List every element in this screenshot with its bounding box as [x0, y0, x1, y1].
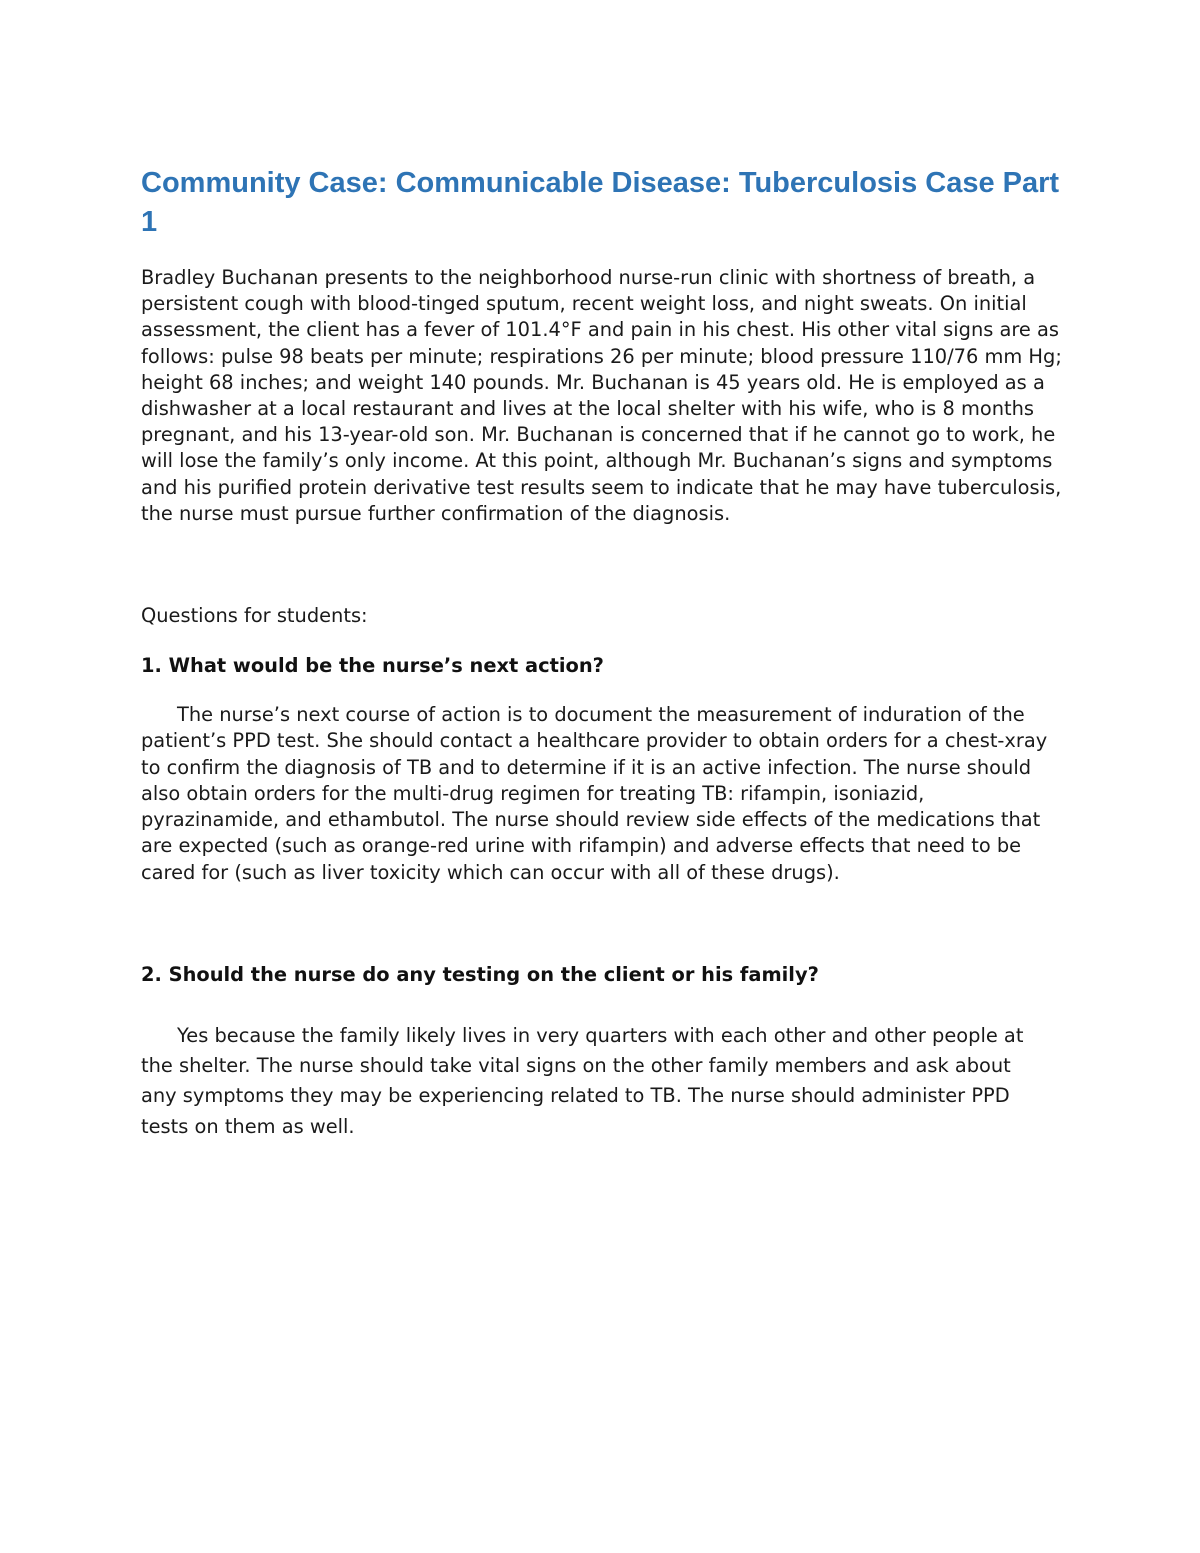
questions-label: Questions for students:	[141, 604, 368, 627]
question-1-number: 1.	[141, 654, 162, 677]
case-intro-paragraph: Bradley Buchanan presents to the neighborhood nurse-run clinic with shortness of breath, a persistent cough with blood-tinged sputum, recent weight loss, and night sweats. On initial assessment, the client has a fever of 101.4°F and pain in his chest. His other vital signs are as follows: pulse 98 beats per minute; respirations 26 per minute; blood pressure 110/76 mm Hg; height 68 inches; and weight 140 pounds. Mr. Buchanan is 45 years old. He is employed as a dishwasher at a local restaurant and lives at the local shelter with his wife, who is 8 months pregnant, and his 13-year-old son. Mr. Buchanan is concerned that if he cannot go to work, he will lose the family’s only income. At this point, although Mr. Buchanan’s signs and symptoms and his purified protein derivative test results seem to indicate that he may have tuberculosis, the nurse must pursue further confirmation of the diagnosis.	[141, 266, 1062, 525]
document-title: Community Case: Communicable Disease: Tuberculosis Case Part 1	[141, 167, 1060, 238]
question-2-number: 2.	[141, 963, 162, 986]
question-2	[141, 962, 1061, 988]
question-1	[141, 653, 1061, 679]
answer-1-paragraph: The nurse’s next course of action is to document the measurement of induration of the patient’s PPD test. She should contact a healthcare provider to obtain orders for a chest-xray to confirm the diagnosis of TB and to determine if it is an active infection. The nurse should also obtain orders for the multi-drug regimen for treating TB: rifampin, isoniazid, pyrazinamide, and ethambutol. The nurse should review side effects of the medications that are expected (such as orange-red urine with rifampin) and adverse effects that need to be cared for (such as liver toxicity which can occur with all of these drugs).	[141, 703, 1048, 884]
answer-2-paragraph: Yes because the family likely lives in very quarters with each other and other people at the shelter. The nurse should take vital signs on the other family members and ask about any symptoms they may be experiencing related to TB. The nurse should administer PPD tests on them as well.	[141, 1024, 1024, 1138]
question-1-text: What would be the nurse’s next action?	[168, 654, 604, 677]
question-2-text: Should the nurse do any testing on the client or his family?	[168, 963, 819, 986]
